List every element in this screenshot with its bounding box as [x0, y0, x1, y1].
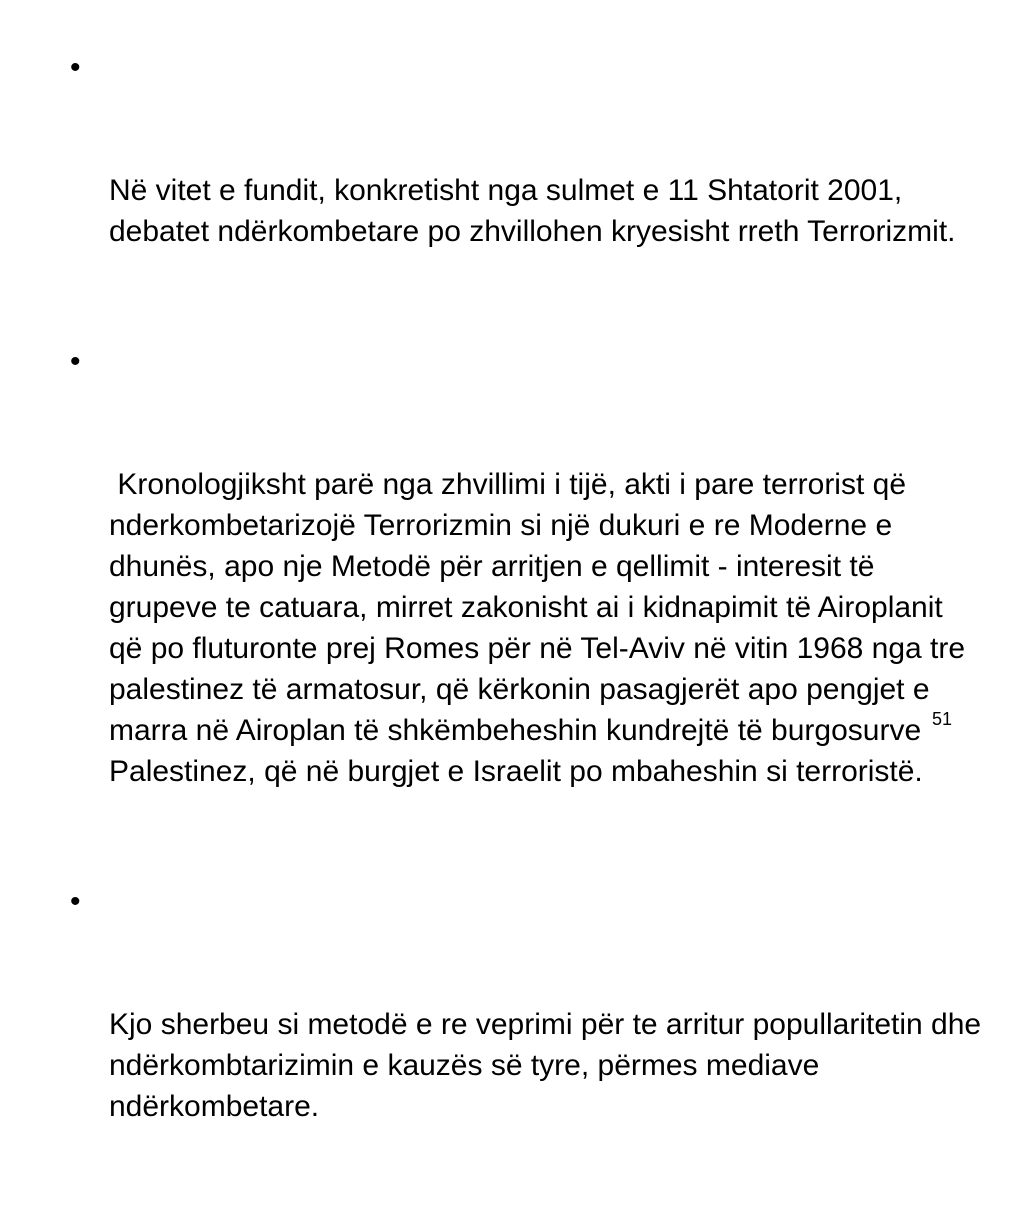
bullet-text: Kronologjiksht parë nga zhvillimi i tijë, akti i pare terrorist që nderkombetarizojë Terrorizmin si një dukuri e re Moderne e dhunës, apo nje Metodë për arritjen e qellimit - interesit të grupeve te catuara, mirret zakonisht ai i kidnapimit të Airoplanit që po fluturonte prej Romes për në Tel-Aviv në vitin 1968 nga tre palestinez të armatosur, që kërkonin pasagjerët apo pengjet e marra në Airoplan të shkëmbeheshin kundrejtë të burgosurve Palestinez, që në burgjet e Israelit po mbaheshin si terroristë.: [109, 468, 974, 788]
bullet-text: Kjo sherbeu si metodë e re veprimi për te arritur popullaritetin dhe ndërkombtarizimin e kauzës së tyre, përmes mediave ndërkombetare.: [109, 1008, 990, 1123]
bullet-dot-icon: •: [70, 345, 81, 378]
bullet-dot-icon: •: [70, 51, 81, 84]
bullet-dot-icon: •: [70, 885, 81, 918]
page-number: 51: [932, 709, 953, 729]
bullet-item: [62, 881, 990, 1209]
bullet-item: [62, 47, 982, 334]
bullet-list: [62, 47, 990, 1216]
bullet-text: Në vitet e fundit, konkretisht nga sulmet e 11 Shtatorit 2001, debatet ndërkombetare po zhvillohen kryesisht rreth Terrorizmit.: [109, 174, 956, 248]
bullet-item: [62, 341, 982, 874]
